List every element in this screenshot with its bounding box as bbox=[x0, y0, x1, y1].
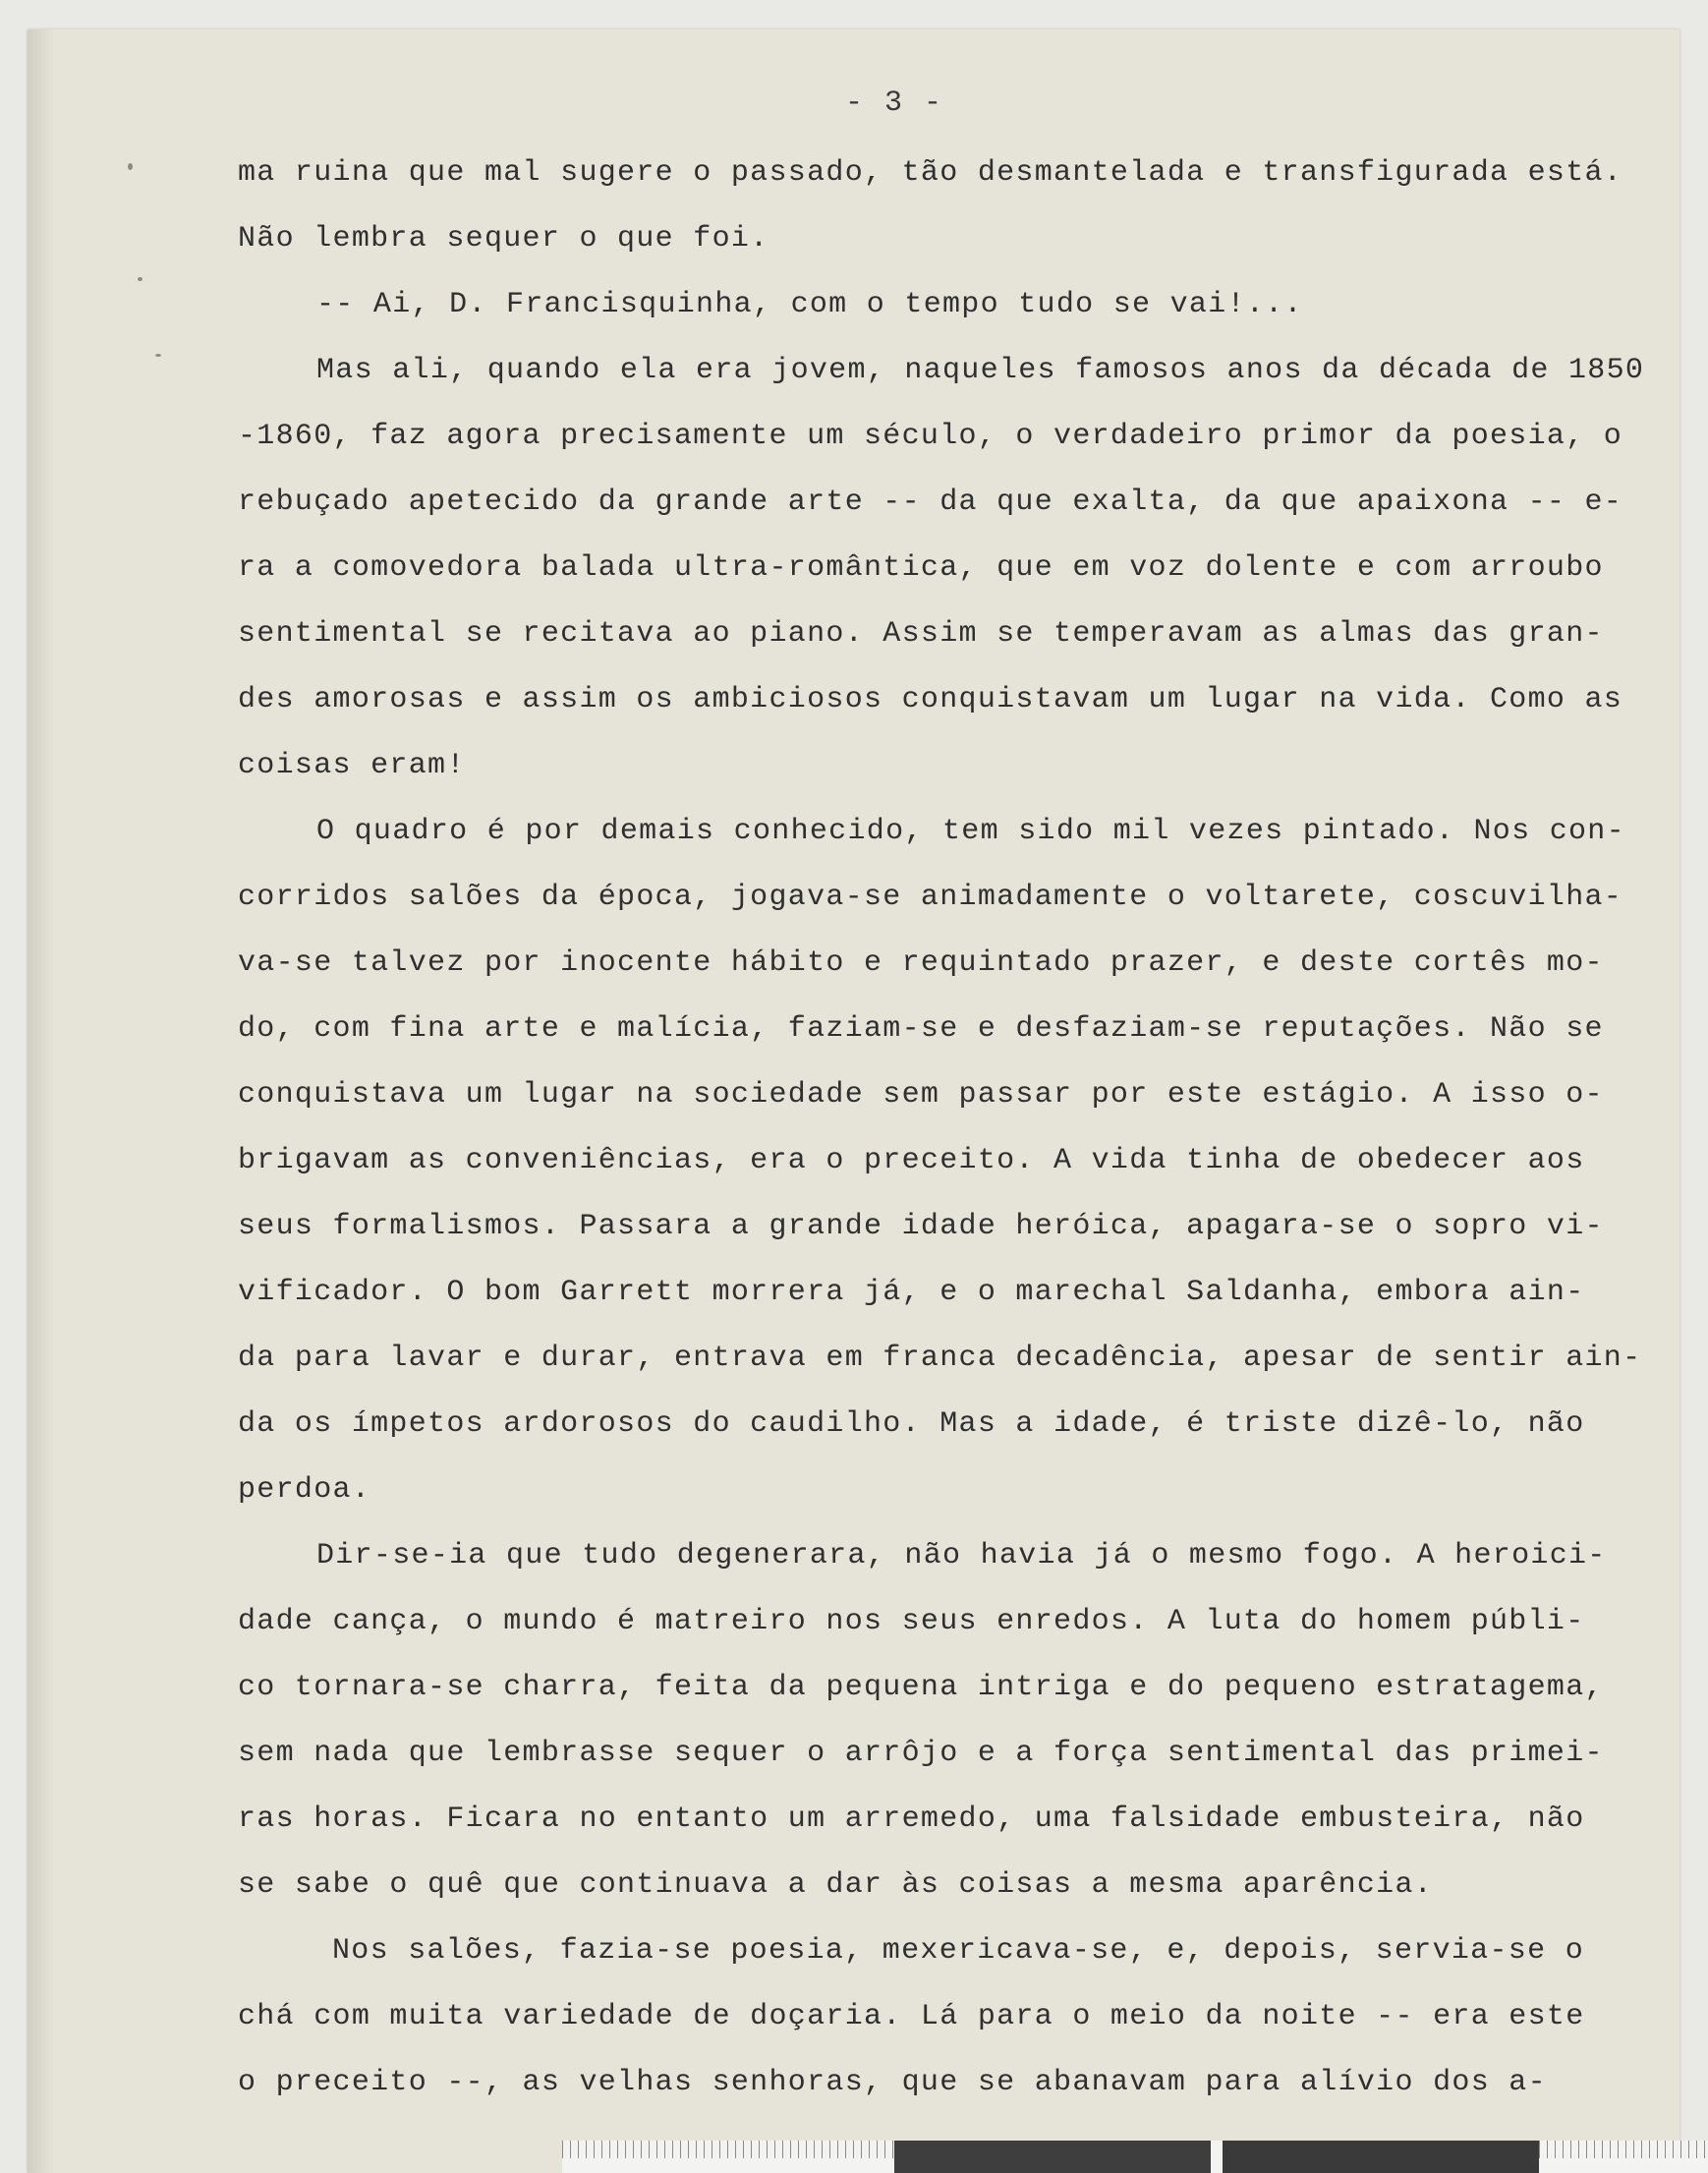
ruler-dark-segment bbox=[894, 2141, 1211, 2173]
page-number: - 3 - bbox=[844, 86, 943, 120]
text-line: o preceito --, as velhas senhoras, que se abanavam para alívio dos a- bbox=[238, 2066, 1547, 2099]
ruler-ticks bbox=[1539, 2141, 1708, 2158]
text-line: va-se talvez por inocente hábito e requintado prazer, e deste cortês mo- bbox=[238, 946, 1604, 980]
ruler-dark-segment bbox=[1223, 2141, 1539, 2173]
text-line: Mas ali, quando ela era jovem, naqueles famosos anos da década de 1850 bbox=[316, 354, 1645, 387]
text-line: do, com fina arte e malícia, faziam-se e desfaziam-se reputações. Não se bbox=[238, 1012, 1604, 1046]
text-line: conquistava um lugar na sociedade sem passar por este estágio. A isso o- bbox=[238, 1078, 1604, 1112]
text-line: ras horas. Ficara no entanto um arremedo, uma falsidade embusteira, não bbox=[238, 1802, 1585, 1836]
text-line: des amorosas e assim os ambiciosos conquistavam um lugar na vida. Como as bbox=[238, 683, 1623, 716]
paper-speck bbox=[128, 163, 133, 170]
text-line: Dir-se-ia que tudo degenerara, não havia já o mesmo fogo. A heroici- bbox=[316, 1539, 1607, 1573]
text-line: co tornara-se charra, feita da pequena intriga e do pequeno estratagema, bbox=[238, 1671, 1604, 1704]
paper-speck bbox=[138, 277, 142, 281]
text-line: da os ímpetos ardorosos do caudilho. Mas a idade, é triste dizê-lo, não bbox=[238, 1407, 1585, 1441]
text-line: Nos salões, fazia-se poesia, mexericava-se, e, depois, servia-se o bbox=[332, 1934, 1584, 1968]
body-text bbox=[238, 141, 1673, 2116]
text-line: sentimental se recitava ao piano. Assim se temperavam as almas das gran- bbox=[238, 617, 1604, 651]
text-line: perdoa. bbox=[238, 1473, 371, 1507]
text-line: coisas eram! bbox=[238, 749, 466, 782]
ruler-ticks bbox=[562, 2141, 894, 2158]
text-line: da para lavar e durar, entrava em franca decadência, apesar de sentir ain- bbox=[238, 1342, 1642, 1375]
text-line: chá com muita variedade de doçaria. Lá para o meio da noite -- era este bbox=[238, 2000, 1585, 2033]
text-line: ra a comovedora balada ultra-romântica, que em voz dolente e com arroubo bbox=[238, 551, 1604, 585]
text-line: -1860, faz agora precisamente um século, o verdadeiro primor da poesia, o bbox=[238, 420, 1623, 453]
text-line: seus formalismos. Passara a grande idade heróica, apagara-se o sopro vi- bbox=[238, 1210, 1604, 1243]
text-line: se sabe o quê que continuava a dar às coisas a mesma aparência. bbox=[238, 1868, 1434, 1902]
scale-ruler bbox=[562, 2141, 1708, 2173]
text-line: brigavam as conveniências, era o preceito. A vida tinha de obedecer aos bbox=[238, 1144, 1585, 1177]
text-line: O quadro é por demais conhecido, tem sido mil vezes pintado. Nos con- bbox=[316, 815, 1625, 848]
text-line: -- Ai, D. Francisquinha, com o tempo tudo se vai!... bbox=[316, 288, 1303, 321]
text-line: rebuçado apetecido da grande arte -- da que exalta, da que apaixona -- e- bbox=[238, 486, 1623, 519]
text-line: ma ruina que mal sugere o passado, tão desmantelada e transfigurada está. bbox=[238, 156, 1623, 190]
text-line: dade cança, o mundo é matreiro nos seus enredos. A luta do homem públi- bbox=[238, 1605, 1585, 1638]
text-line: corridos salões da época, jogava-se animadamente o voltarete, coscuvilha- bbox=[238, 881, 1623, 914]
paper-speck bbox=[155, 354, 161, 357]
text-line: Não lembra sequer o que foi. bbox=[238, 222, 769, 256]
text-line: vificador. O bom Garrett morrera já, e o marechal Saldanha, embora ain- bbox=[238, 1276, 1585, 1309]
ruler-light-segment bbox=[1211, 2141, 1223, 2173]
text-line: sem nada que lembrasse sequer o arrôjo e a força sentimental das primei- bbox=[238, 1737, 1604, 1770]
